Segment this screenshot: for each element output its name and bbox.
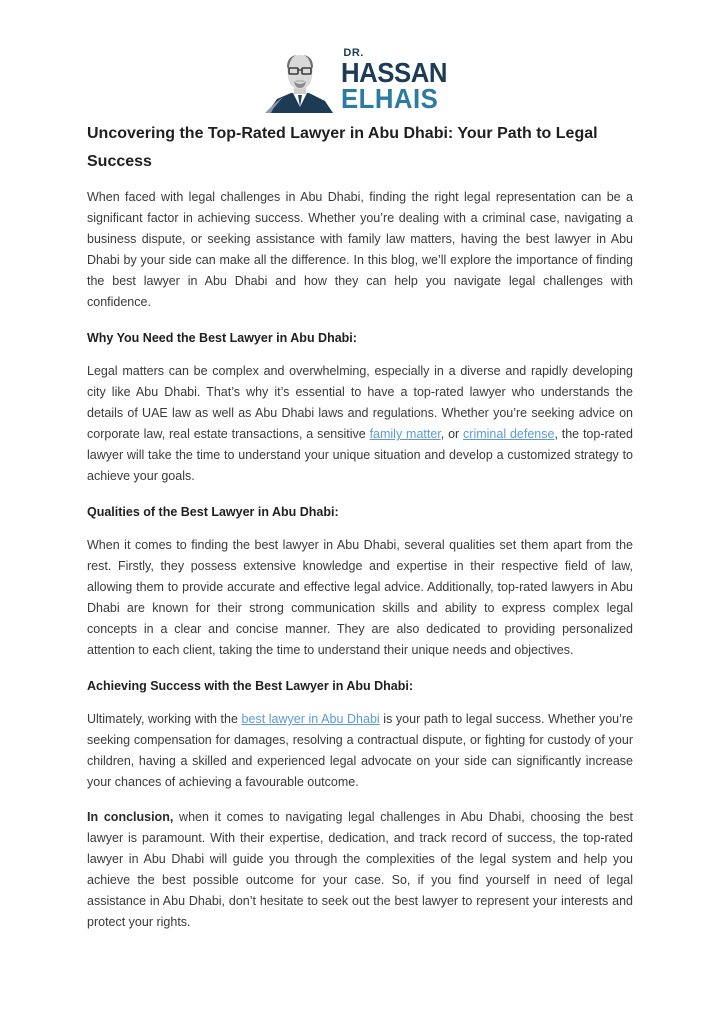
logo: [0, 0, 720, 113]
bold-text: In conclusion,: [87, 810, 174, 824]
section-heading: Qualities of the Best Lawyer in Abu Dhabi:: [87, 505, 339, 519]
paragraph: [87, 187, 633, 313]
logo-first-name: HASSAN: [341, 56, 448, 88]
inline-link[interactable]: family matter: [369, 427, 441, 441]
paragraph: [87, 535, 633, 661]
body-text: When it comes to finding the best lawyer in Abu Dhabi, several qualities set them apart from the rest. Firstly, they possess extensive knowledge and expertise in their respective field of law, allowing them to provide accurate and effective legal advice. Additionally, top-rated lawyers in Abu Dhabi are known for their strong communication skills and ability to express complex legal concepts in a clear and concise manner. They are also dedicated to providing personalized attention to each client, taking the time to understand their unique needs and objectives.: [87, 538, 633, 657]
paragraph: [87, 361, 633, 487]
article-body: [87, 187, 633, 933]
logo-dr-label: DR.: [343, 46, 364, 59]
body-text: , or: [440, 427, 464, 441]
page-title: Uncovering the Top-Rated Lawyer in Abu Dhabi: Your Path to Legal Success: [87, 125, 598, 170]
body-text: Ultimately, working with the: [87, 712, 242, 726]
paragraph: [87, 807, 633, 933]
paragraph: [87, 709, 633, 793]
article: [87, 120, 633, 933]
section-heading: Achieving Success with the Best Lawyer in Abu Dhabi:: [87, 679, 413, 693]
body-text: Legal matters can be complex and overwhelming, especially in a diverse and rapidly developing city like Abu Dhabi. That’s why it’s essential to have a top-rated lawyer who understands the details of UAE law as well as Abu Dhabi laws and regulations. Whether you’re seeking advice on corporate law, real estate transactions, a sensitive: [87, 364, 633, 441]
section-heading: Why You Need the Best Lawyer in Abu Dhabi:: [87, 331, 357, 345]
body-text: , the top-rated lawyer will take the time to understand your unique situation and develop a customized strategy to achieve your goals.: [87, 427, 633, 483]
inline-link[interactable]: criminal defense: [463, 427, 555, 441]
body-text: is your path to legal success. Whether you’re seeking compensation for damages, resolving a contractual dispute, or fighting for custody of your children, having a skilled and experienced legal advocate on your side can significantly increase your chances of achieving a favourable outcome.: [87, 712, 633, 789]
logo-last-name: ELHAIS: [341, 83, 439, 115]
inline-link[interactable]: best lawyer in Abu Dhabi: [241, 712, 380, 726]
man-with-glasses-portrait-icon: [263, 51, 337, 113]
body-text: When faced with legal challenges in Abu Dhabi, finding the right legal representation can be a significant factor in achieving success. Whether you’re dealing with a criminal case, navigating a business dispute, or seeking assistance with family law matters, having the best lawyer in Abu Dhabi by your side can make all the difference. In this blog, we’ll explore the importance of finding the best lawyer in Abu Dhabi and how they can help you navigate legal challenges with confidence.: [87, 190, 633, 309]
body-text: when it comes to navigating legal challenges in Abu Dhabi, choosing the best lawyer is paramount. With their expertise, dedication, and track record of success, the top-rated lawyer in Abu Dhabi will guide you through the complexities of the legal system and help you achieve the best possible outcome for your case. So, if you find yourself in need of legal assistance in Abu Dhabi, don’t hesitate to seek out the best lawyer to represent your interests and protect your rights.: [87, 810, 633, 929]
logo-wordmark: [341, 48, 456, 113]
